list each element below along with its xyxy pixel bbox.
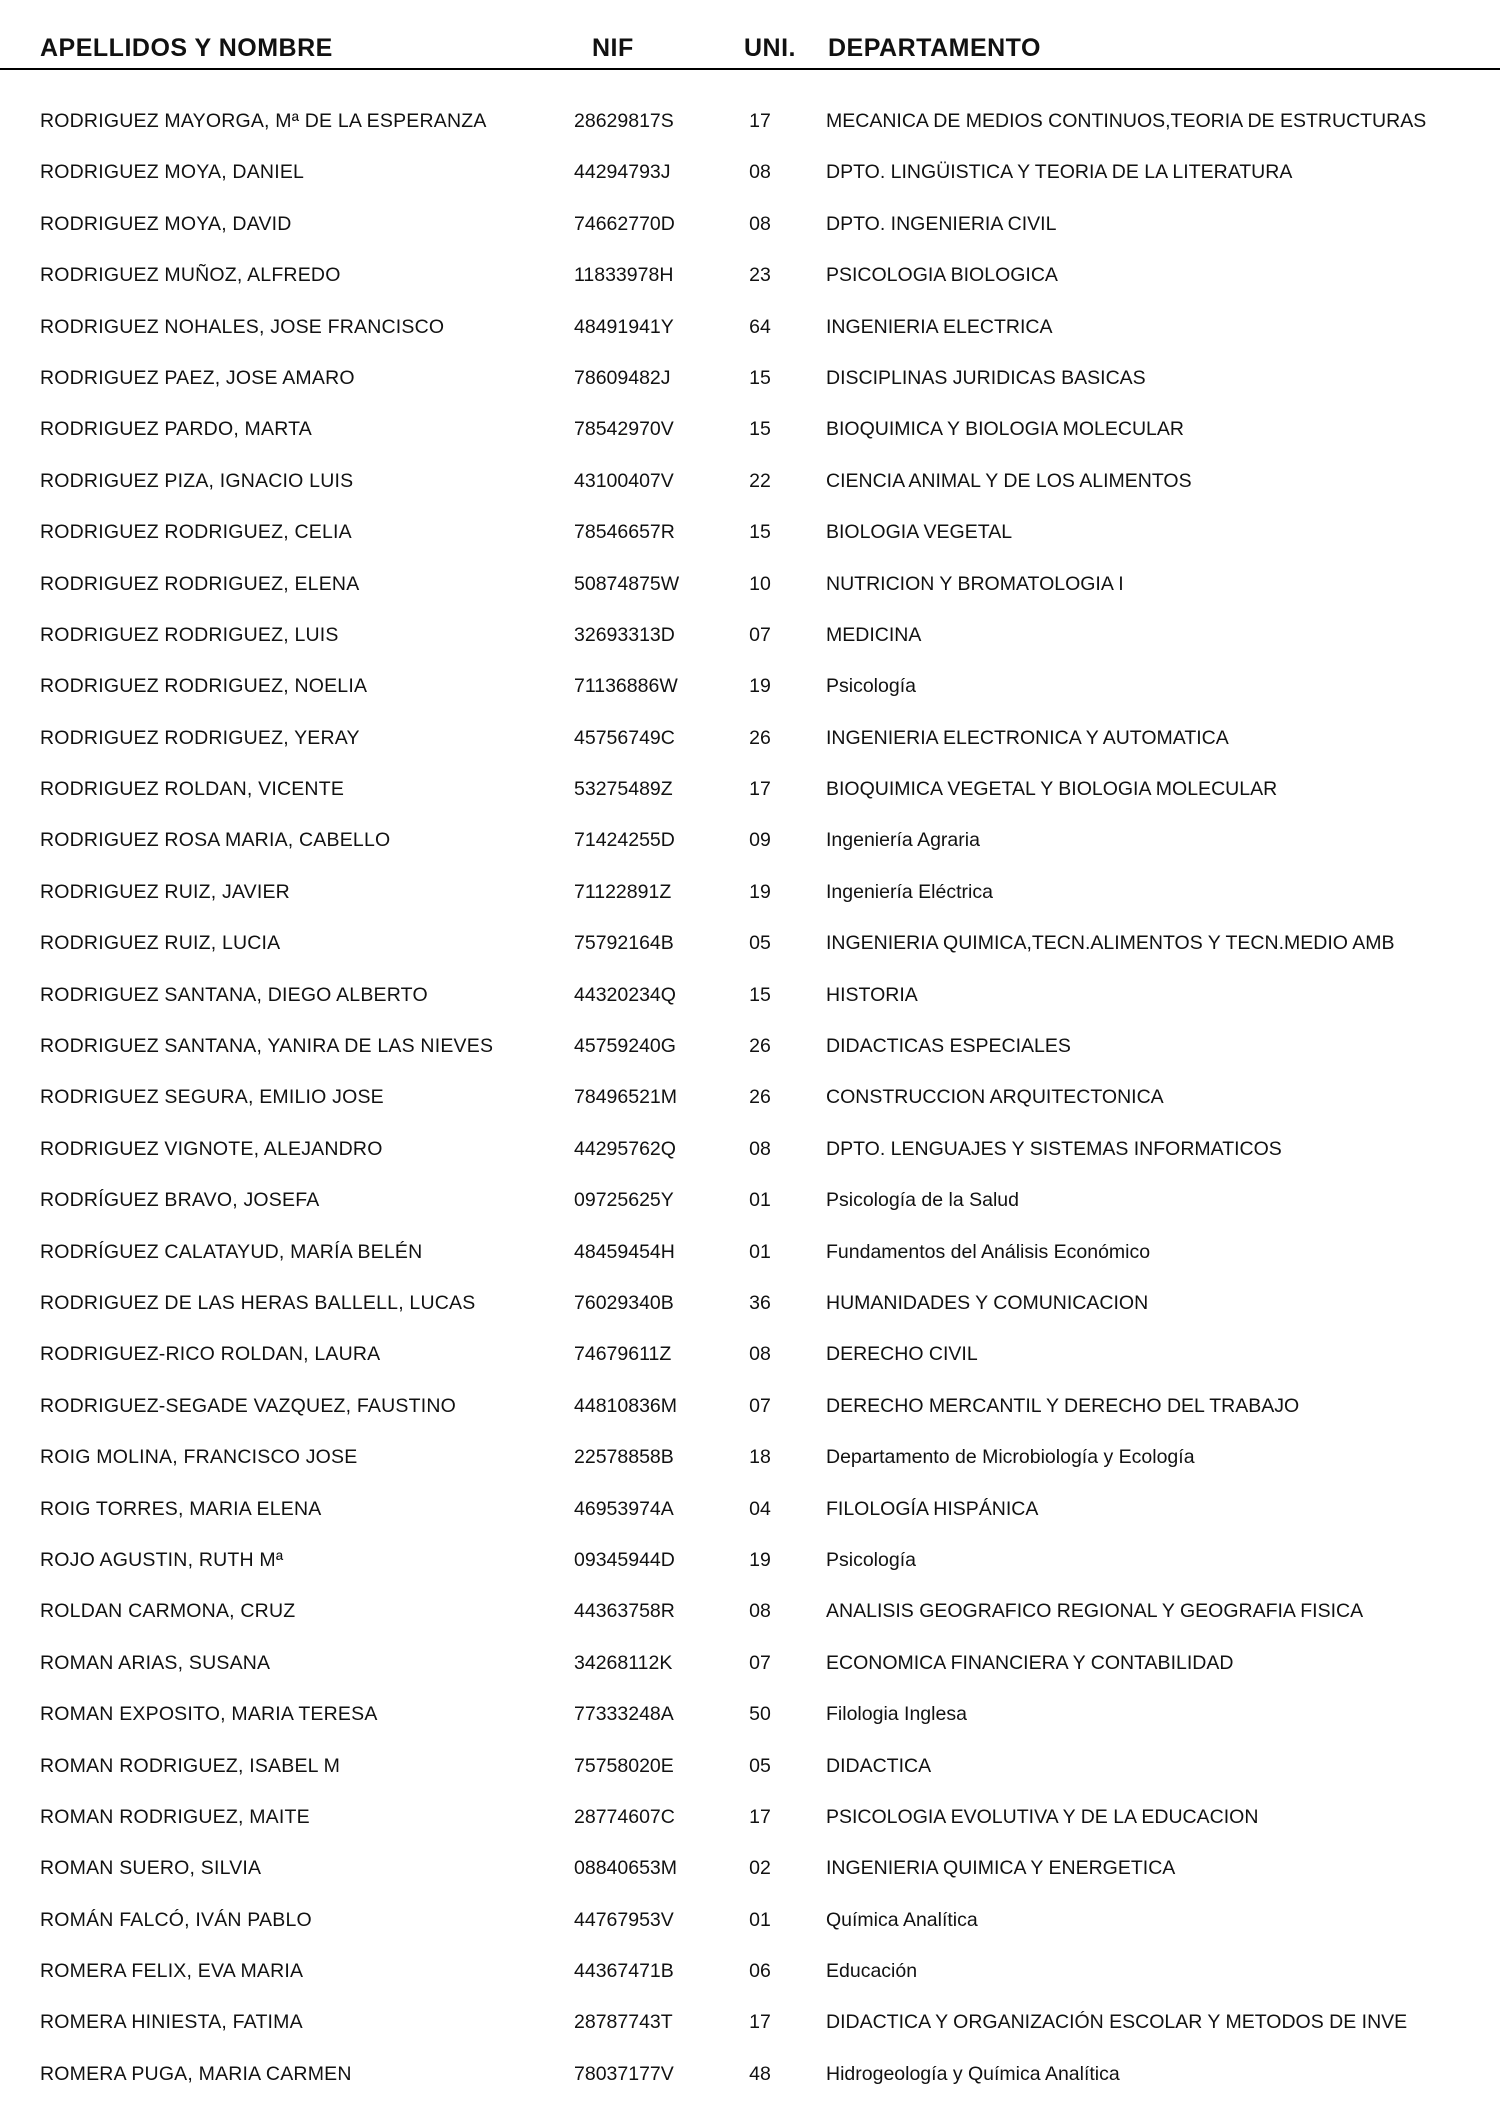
cell-uni: 09	[749, 829, 771, 852]
table-row	[0, 1026, 1500, 1077]
table-row	[0, 1797, 1500, 1848]
cell-nif: 78496521M	[574, 1086, 678, 1109]
cell-department: PSICOLOGIA EVOLUTIVA Y DE LA EDUCACION	[826, 1805, 1259, 1828]
table-row	[0, 1334, 1500, 1385]
cell-name: RODRIGUEZ RODRIGUEZ, NOELIA	[40, 675, 368, 698]
cell-name: RODRIGUEZ RODRIGUEZ, CELIA	[40, 521, 352, 544]
table-row	[0, 1386, 1500, 1437]
table-row	[0, 1591, 1500, 1642]
cell-name: RODRIGUEZ MOYA, DANIEL	[40, 161, 305, 184]
table-row	[0, 358, 1500, 409]
cell-department: ECONOMICA FINANCIERA Y CONTABILIDAD	[826, 1651, 1234, 1674]
cell-name: RODRIGUEZ ROLDAN, VICENTE	[40, 778, 345, 801]
cell-name: ROMERA HINIESTA, FATIMA	[40, 2011, 303, 2034]
table-row	[0, 1540, 1500, 1591]
cell-uni: 26	[749, 1086, 771, 1109]
cell-uni: 07	[749, 1651, 771, 1674]
cell-uni: 08	[749, 1600, 771, 1623]
cell-nif: 74662770D	[574, 212, 675, 235]
cell-nif: 76029340B	[574, 1291, 674, 1314]
cell-nif: 11833978H	[574, 264, 674, 287]
cell-nif: 53275489Z	[574, 778, 673, 801]
cell-uni: 17	[749, 778, 771, 801]
cell-department: INGENIERIA QUIMICA Y ENERGETICA	[826, 1857, 1176, 1880]
cell-department: Educación	[826, 1960, 918, 1983]
cell-nif: 32693313D	[574, 623, 675, 646]
cell-uni: 07	[749, 623, 771, 646]
cell-uni: 50	[749, 1703, 771, 1726]
cell-department: DERECHO MERCANTIL Y DERECHO DEL TRABAJO	[826, 1394, 1300, 1417]
cell-name: RODRIGUEZ SANTANA, DIEGO ALBERTO	[40, 983, 428, 1006]
column-header-department: DEPARTAMENTO	[828, 34, 1041, 62]
cell-name: RODRIGUEZ-RICO ROLDAN, LAURA	[40, 1343, 381, 1366]
cell-uni: 08	[749, 161, 771, 184]
cell-department: INGENIERIA ELECTRICA	[826, 315, 1053, 338]
table-row	[0, 204, 1500, 255]
cell-department: DPTO. INGENIERIA CIVIL	[826, 212, 1057, 235]
cell-name: RODRIGUEZ-SEGADE VAZQUEZ, FAUSTINO	[40, 1394, 456, 1417]
table-row	[0, 975, 1500, 1026]
cell-nif: 44294793J	[574, 161, 671, 184]
cell-uni: 08	[749, 212, 771, 235]
column-header-nif: NIF	[592, 34, 634, 62]
cell-nif: 50874875W	[574, 572, 680, 595]
cell-department: DIDACTICA Y ORGANIZACIÓN ESCOLAR Y METODOS DE INVE	[826, 2011, 1408, 2034]
cell-department: Fundamentos del Análisis Económico	[826, 1240, 1151, 1263]
cell-department: NUTRICION Y BROMATOLOGIA I	[826, 572, 1124, 595]
cell-name: RODRIGUEZ RODRIGUEZ, YERAY	[40, 726, 360, 749]
table-row	[0, 307, 1500, 358]
table-row	[0, 1848, 1500, 1899]
cell-department: Psicología de la Salud	[826, 1189, 1019, 1212]
table-row	[0, 872, 1500, 923]
cell-nif: 48491941Y	[574, 315, 674, 338]
cell-nif: 71136886W	[574, 675, 678, 698]
cell-uni: 64	[749, 315, 771, 338]
cell-name: RODRIGUEZ MOYA, DAVID	[40, 212, 292, 235]
cell-department: DPTO. LINGÜISTICA Y TEORIA DE LA LITERATURA	[826, 161, 1293, 184]
cell-uni: 08	[749, 1137, 771, 1160]
table-row	[0, 769, 1500, 820]
cell-department: CONSTRUCCION ARQUITECTONICA	[826, 1086, 1164, 1109]
cell-uni: 23	[749, 264, 771, 287]
cell-uni: 26	[749, 1035, 771, 1058]
cell-uni: 02	[749, 1857, 771, 1880]
cell-name: ROJO AGUSTIN, RUTH Mª	[40, 1548, 284, 1571]
cell-uni: 08	[749, 1343, 771, 1366]
table-row	[0, 2054, 1500, 2105]
cell-department: FILOLOGÍA HISPÁNICA	[826, 1497, 1039, 1520]
table-row	[0, 461, 1500, 512]
cell-name: RODRIGUEZ ROSA MARIA, CABELLO	[40, 829, 391, 852]
table-row	[0, 564, 1500, 615]
cell-department: DERECHO CIVIL	[826, 1343, 978, 1366]
table-row	[0, 1232, 1500, 1283]
cell-nif: 71424255D	[574, 829, 675, 852]
cell-name: ROIG MOLINA, FRANCISCO JOSE	[40, 1446, 358, 1469]
cell-uni: 19	[749, 675, 771, 698]
cell-uni: 26	[749, 726, 771, 749]
cell-department: Psicología	[826, 675, 916, 698]
cell-nif: 75792164B	[574, 932, 674, 955]
cell-name: ROMERA PUGA, MARIA CARMEN	[40, 2062, 352, 2085]
cell-nif: 44367471B	[574, 1960, 674, 1983]
cell-nif: 45756749C	[574, 726, 675, 749]
cell-department: Hidrogeología y Química Analítica	[826, 2062, 1120, 2085]
table-row	[0, 101, 1500, 152]
cell-nif: 78542970V	[574, 418, 674, 441]
cell-uni: 19	[749, 1548, 771, 1571]
table-row	[0, 1283, 1500, 1334]
cell-name: RODRIGUEZ MUÑOZ, ALFREDO	[40, 264, 341, 287]
table-row	[0, 2002, 1500, 2053]
cell-uni: 48	[749, 2062, 771, 2085]
cell-name: RODRIGUEZ PAEZ, JOSE AMARO	[40, 366, 355, 389]
cell-nif: 34268112K	[574, 1651, 673, 1674]
table-row	[0, 1643, 1500, 1694]
cell-name: RODRIGUEZ SEGURA, EMILIO JOSE	[40, 1086, 384, 1109]
table-row	[0, 1900, 1500, 1951]
cell-nif: 08840653M	[574, 1857, 678, 1880]
cell-name: ROMAN EXPOSITO, MARIA TERESA	[40, 1703, 378, 1726]
cell-name: RODRÍGUEZ BRAVO, JOSEFA	[40, 1189, 320, 1212]
table-row	[0, 152, 1500, 203]
column-header-uni: UNI.	[744, 34, 796, 62]
cell-name: RODRIGUEZ RODRIGUEZ, ELENA	[40, 572, 360, 595]
cell-nif: 28629817S	[574, 110, 674, 132]
cell-department: PSICOLOGIA BIOLOGICA	[826, 264, 1058, 287]
cell-nif: 28787743T	[574, 2011, 673, 2034]
table-row	[0, 512, 1500, 563]
cell-name: RODRIGUEZ RUIZ, LUCIA	[40, 932, 281, 955]
table-row	[0, 1180, 1500, 1231]
column-header-name: APELLIDOS Y NOMBRE	[40, 34, 333, 62]
cell-uni: 04	[749, 1497, 771, 1520]
cell-uni: 15	[749, 521, 771, 544]
cell-name: ROLDAN CARMONA, CRUZ	[40, 1600, 296, 1623]
cell-nif: 77333248A	[574, 1703, 674, 1726]
table-row	[0, 1746, 1500, 1797]
cell-uni: 05	[749, 1754, 771, 1777]
cell-nif: 74679611Z	[574, 1343, 672, 1366]
cell-department: Filologia Inglesa	[826, 1703, 967, 1726]
cell-department: DPTO. LENGUAJES Y SISTEMAS INFORMATICOS	[826, 1137, 1282, 1160]
cell-nif: 44810836M	[574, 1394, 678, 1417]
table-row	[0, 666, 1500, 717]
cell-department: Psicología	[826, 1548, 916, 1571]
cell-department: DIDACTICA	[826, 1754, 932, 1777]
table-row	[0, 1951, 1500, 2002]
cell-nif: 71122891Z	[574, 880, 672, 903]
cell-nif: 44363758R	[574, 1600, 675, 1623]
cell-uni: 01	[749, 1908, 771, 1931]
cell-department: Ingeniería Eléctrica	[826, 880, 993, 903]
cell-nif: 78037177V	[574, 2062, 674, 2085]
table-row	[0, 718, 1500, 769]
cell-department: CIENCIA ANIMAL Y DE LOS ALIMENTOS	[826, 469, 1192, 492]
cell-department: ANALISIS GEOGRAFICO REGIONAL Y GEOGRAFIA FISICA	[826, 1600, 1364, 1623]
cell-name: RODRIGUEZ RUIZ, JAVIER	[40, 880, 290, 903]
cell-name: RODRÍGUEZ CALATAYUD, MARÍA BELÉN	[40, 1240, 423, 1263]
cell-nif: 22578858B	[574, 1446, 674, 1469]
table-header	[0, 0, 1500, 72]
cell-nif: 78546657R	[574, 521, 675, 544]
cell-uni: 01	[749, 1240, 771, 1263]
cell-uni: 01	[749, 1189, 771, 1212]
cell-department: HUMANIDADES Y COMUNICACION	[826, 1291, 1149, 1314]
cell-name: ROMAN SUERO, SILVIA	[40, 1857, 262, 1880]
cell-nif: 45759240G	[574, 1035, 676, 1058]
cell-uni: 10	[749, 572, 771, 595]
cell-department: HISTORIA	[826, 983, 918, 1006]
cell-nif: 44295762Q	[574, 1137, 676, 1160]
cell-name: ROMAN ARIAS, SUSANA	[40, 1651, 271, 1674]
cell-department: MEDICINA	[826, 623, 922, 646]
table-row	[0, 1437, 1500, 1488]
cell-department: Química Analítica	[826, 1908, 978, 1931]
cell-nif: 78609482J	[574, 366, 671, 389]
cell-uni: 07	[749, 1394, 771, 1417]
cell-name: ROMAN RODRIGUEZ, MAITE	[40, 1805, 310, 1828]
cell-name: RODRIGUEZ DE LAS HERAS BALLELL, LUCAS	[40, 1291, 476, 1314]
cell-department: BIOQUIMICA Y BIOLOGIA MOLECULAR	[826, 418, 1184, 441]
table-row	[0, 1129, 1500, 1180]
cell-uni: 15	[749, 418, 771, 441]
cell-department: BIOQUIMICA VEGETAL Y BIOLOGIA MOLECULAR	[826, 778, 1278, 801]
table-row	[0, 615, 1500, 666]
table-row	[0, 1694, 1500, 1745]
cell-department: DIDACTICAS ESPECIALES	[826, 1035, 1071, 1058]
cell-name: RODRIGUEZ MAYORGA, Mª DE LA ESPERANZA	[40, 110, 487, 132]
cell-uni: 15	[749, 983, 771, 1006]
cell-uni: 17	[749, 2011, 771, 2034]
cell-nif: 75758020E	[574, 1754, 674, 1777]
table-row	[0, 1077, 1500, 1128]
cell-name: RODRIGUEZ PIZA, IGNACIO LUIS	[40, 469, 354, 492]
cell-uni: 19	[749, 880, 771, 903]
cell-department: INGENIERIA ELECTRONICA Y AUTOMATICA	[826, 726, 1229, 749]
table-row	[0, 255, 1500, 306]
cell-nif: 46953974A	[574, 1497, 674, 1520]
cell-name: ROMAN RODRIGUEZ, ISABEL M	[40, 1754, 341, 1777]
cell-name: RODRIGUEZ NOHALES, JOSE FRANCISCO	[40, 315, 445, 338]
cell-nif: 44767953V	[574, 1908, 674, 1931]
cell-name: ROMÁN FALCÓ, IVÁN PABLO	[40, 1908, 312, 1931]
cell-uni: 17	[749, 1805, 771, 1828]
cell-department: Ingeniería Agraria	[826, 829, 980, 852]
cell-nif: 44320234Q	[574, 983, 676, 1006]
cell-uni: 15	[749, 366, 771, 389]
cell-nif: 09345944D	[574, 1548, 675, 1571]
cell-name: RODRIGUEZ RODRIGUEZ, LUIS	[40, 623, 339, 646]
cell-department: INGENIERIA QUIMICA,TECN.ALIMENTOS Y TECN.MEDIO AMB	[826, 932, 1395, 955]
cell-nif: 43100407V	[574, 469, 674, 492]
cell-nif: 28774607C	[574, 1805, 675, 1828]
cell-department: BIOLOGIA VEGETAL	[826, 521, 1013, 544]
cell-nif: 48459454H	[574, 1240, 675, 1263]
cell-name: ROIG TORRES, MARIA ELENA	[40, 1497, 322, 1520]
cell-uni: 17	[749, 110, 771, 132]
table-body	[0, 101, 1500, 2105]
header-divider	[0, 68, 1500, 70]
cell-name: RODRIGUEZ SANTANA, YANIRA DE LAS NIEVES	[40, 1035, 494, 1058]
cell-nif: 09725625Y	[574, 1189, 674, 1212]
table-row	[0, 923, 1500, 974]
cell-uni: 22	[749, 469, 771, 492]
table-row	[0, 409, 1500, 460]
cell-uni: 06	[749, 1960, 771, 1983]
cell-uni: 36	[749, 1291, 771, 1314]
cell-name: RODRIGUEZ PARDO, MARTA	[40, 418, 313, 441]
cell-department: DISCIPLINAS JURIDICAS BASICAS	[826, 366, 1146, 389]
cell-uni: 05	[749, 932, 771, 955]
cell-name: ROMERA FELIX, EVA MARIA	[40, 1960, 304, 1983]
cell-department: MECANICA DE MEDIOS CONTINUOS,TEORIA DE ESTRUCTURAS	[826, 110, 1427, 132]
cell-name: RODRIGUEZ VIGNOTE, ALEJANDRO	[40, 1137, 383, 1160]
table-row	[0, 820, 1500, 871]
cell-uni: 18	[749, 1446, 771, 1469]
table-row	[0, 1489, 1500, 1540]
cell-department: Departamento de Microbiología y Ecología	[826, 1446, 1195, 1469]
